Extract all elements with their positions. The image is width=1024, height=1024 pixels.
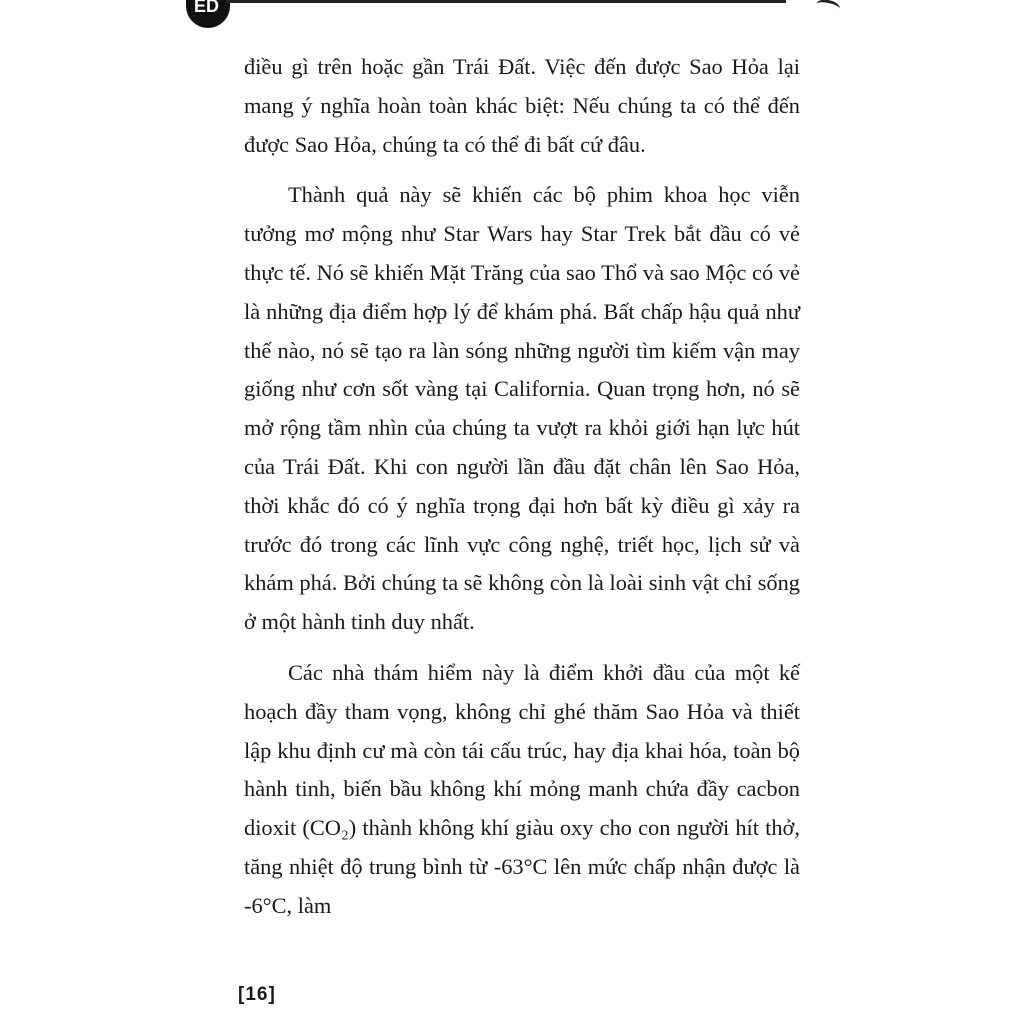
header-badge [186,0,230,28]
paragraph-2: Thành quả này sẽ khiến các bộ phim khoa học viễn tưởng mơ mộng như Star Wars hay Star Trek bắt đầu có vẻ thực tế. Nó sẽ khiến Mặt Trăng của sao Thổ và sao Mộc có vẻ là những địa điểm hợp lý để khám phá. Bất chấp hậu quả như thế nào, nó sẽ tạo ra làn sóng những người tìm kiếm vận may giống như cơn sốt vàng tại California. Quan trọng hơn, nó sẽ mở rộng tầm nhìn của chúng ta vượt ra khỏi giới hạn lực hút của Trái Đất. Khi con người lần đầu đặt chân lên Sao Hỏa, thời khắc đó có ý nghĩa trọng đại hơn bất kỳ điều gì xảy ra trước đó trong các lĩnh vực công nghệ, triết học, lịch sử và khám phá. Bởi chúng ta sẽ không còn là loài sinh vật chỉ sống ở một hành tinh duy nhất. [244,182,800,635]
body-text [244,48,800,926]
page-number: [16] [238,984,276,1005]
header-rule [226,0,786,3]
header-badge-text: ED [194,0,220,16]
paragraph-3: Các nhà thám hiểm này là điểm khởi đầu của một kế hoạch đầy tham vọng, không chỉ ghé thăm Sao Hỏa và thiết lập khu định cư mà còn tái cấu trúc, hay địa khai hóa, toàn bộ hành tinh, biến bầu không khí mỏng manh chứa đầy cacbon dioxit (CO₂) thành không khí giàu oxy cho con người hít thở, tăng nhiệt độ trung bình từ -63°C lên mức chấp nhận được là -6°C, làm [244,659,800,918]
header-mark [815,0,841,15]
paragraph-1: điều gì trên hoặc gần Trái Đất. Việc đến được Sao Hỏa lại mang ý nghĩa hoàn toàn khác biệt: Nếu chúng ta có thể đến được Sao Hỏa, chúng ta có thể đi bất cứ đâu. [244,54,800,157]
